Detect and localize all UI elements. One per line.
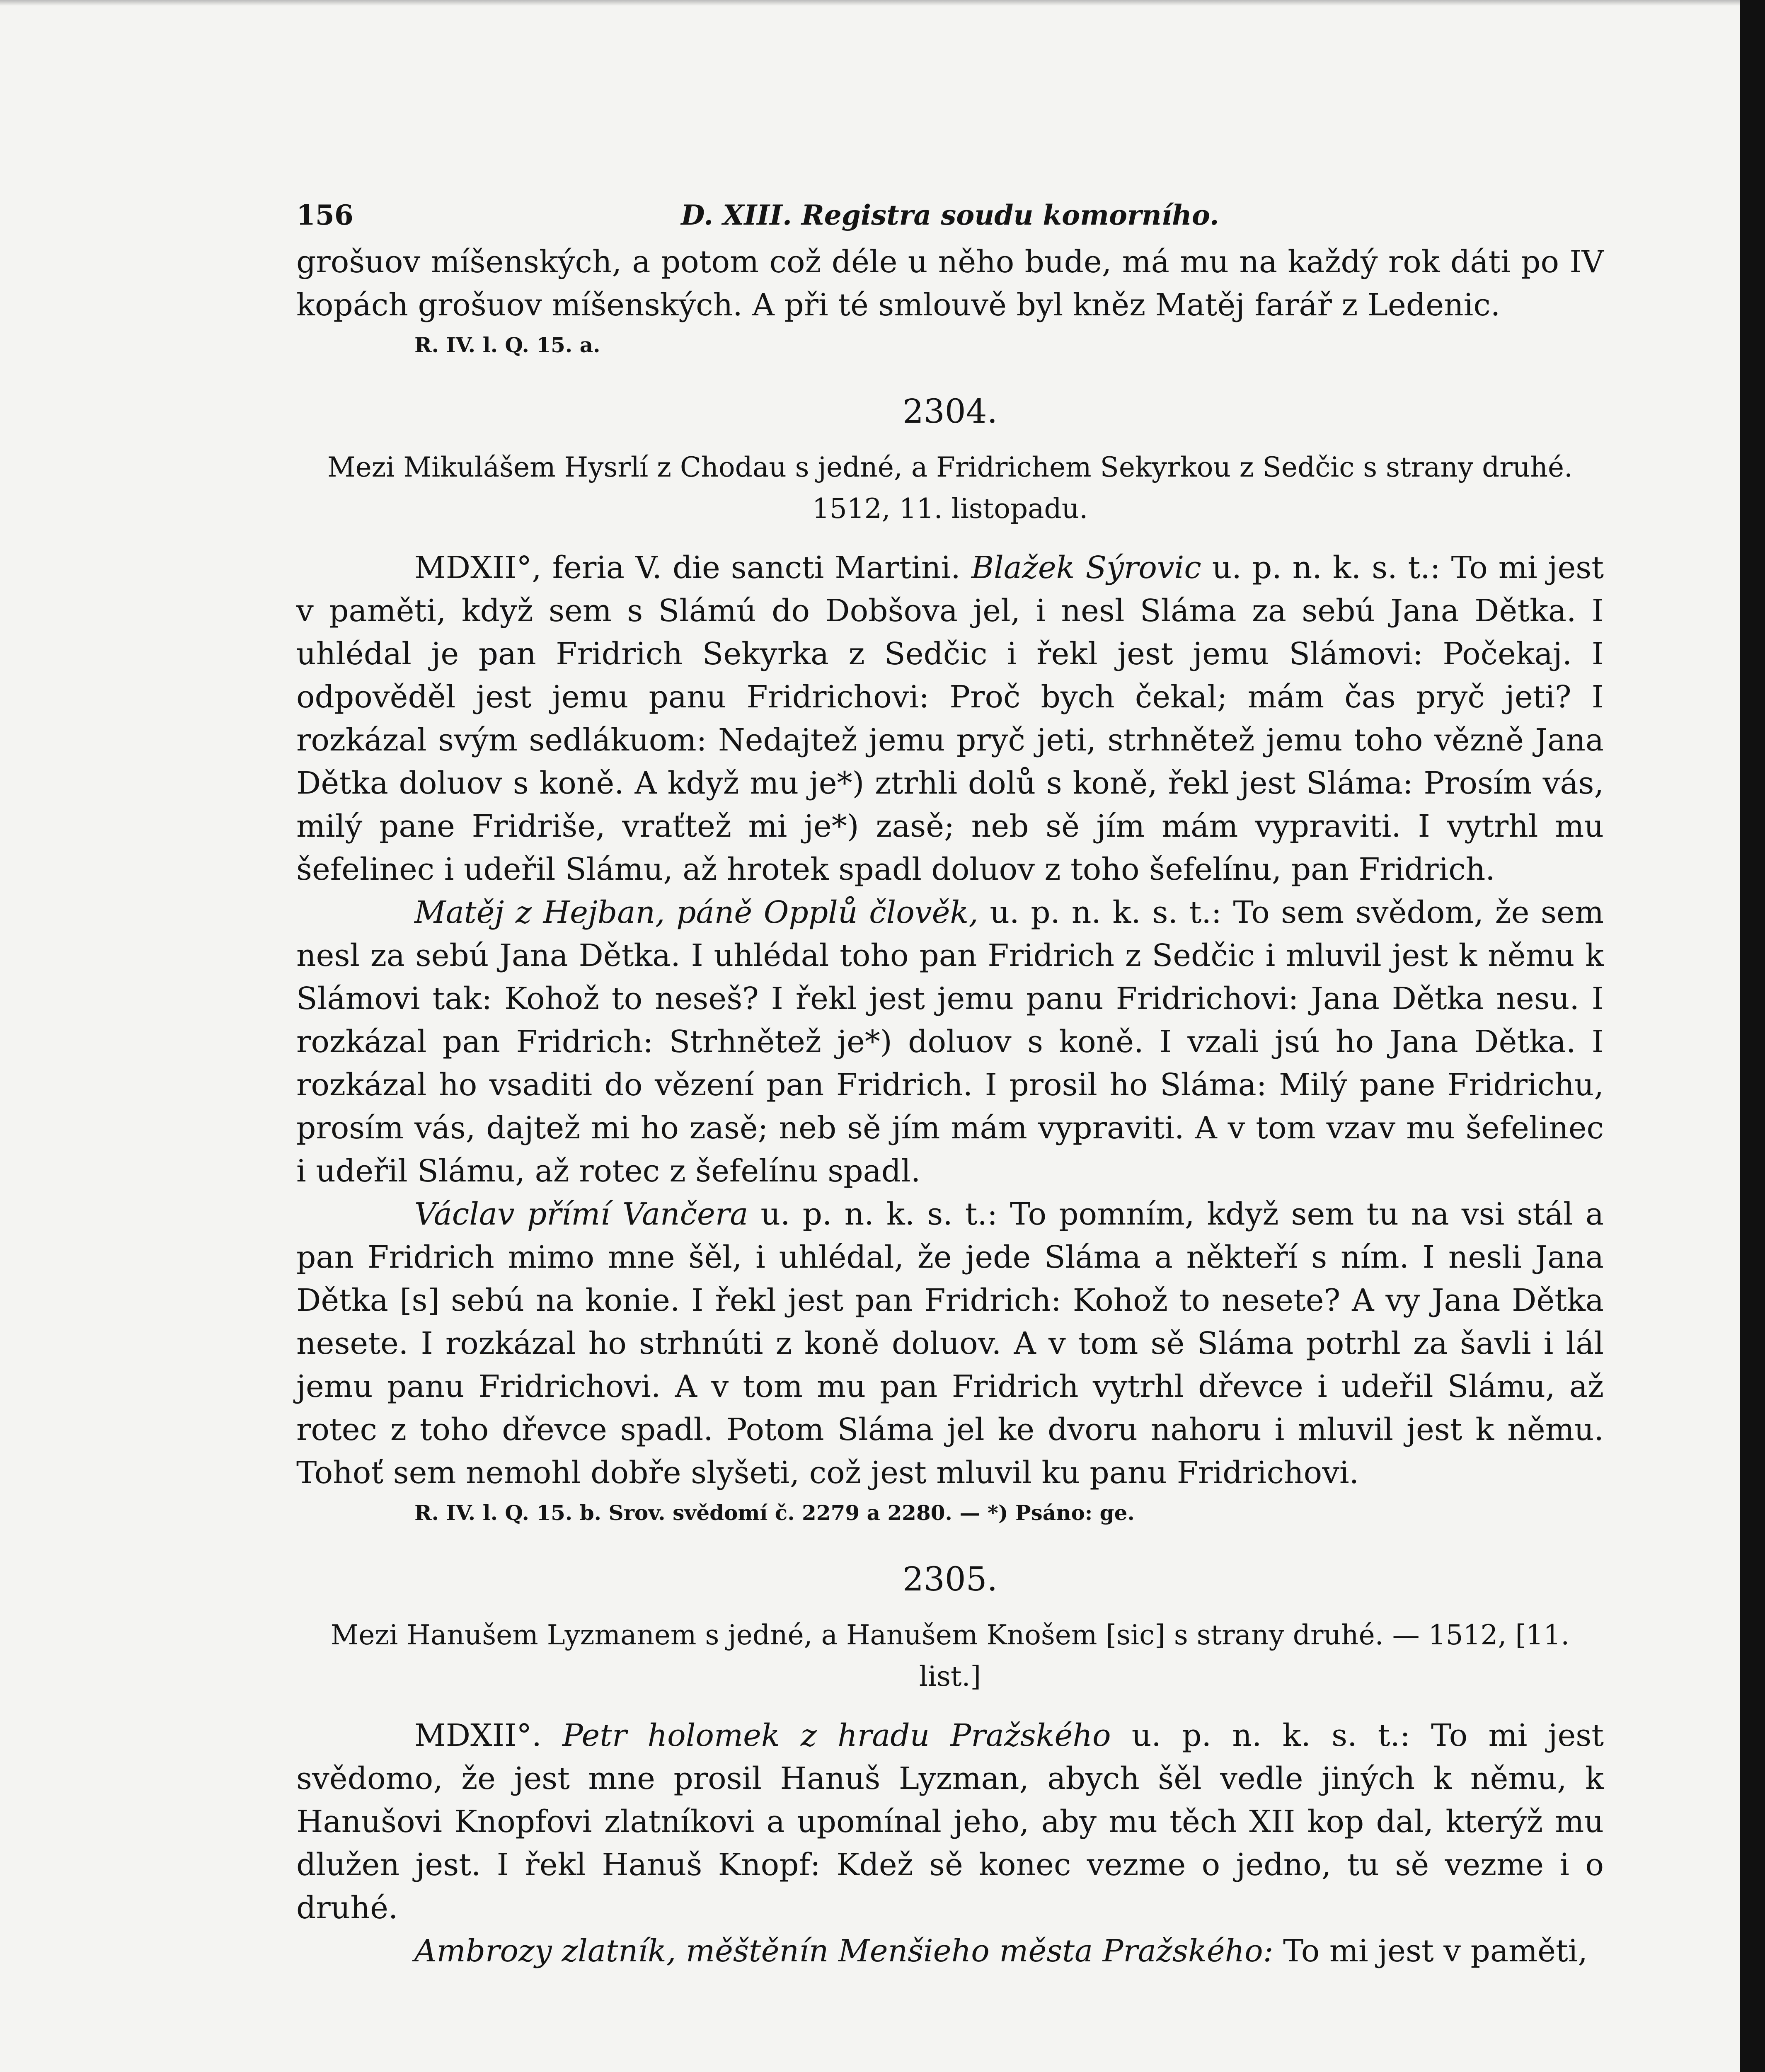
witness-name: Václav přímí Vančera [414,1196,748,1232]
testimony-text: u. p. n. k. s. t.: To mi jest svědomo, že jest mne prosil Hanuš Lyzman, abych šěl vedle jiných k němu, k Hanušovi Knopfovi zlatníkovi a upomínal jeho, aby mu těch XII kop dal, kterýž mu dlužen jest. I řekl Hanuš Knopf: Kdež sě konec vezme o jedno, tu sě vezme i o druhé. [296,1718,1604,1926]
scan-top-edge [0,0,1765,6]
testimony-paragraph [296,1929,1604,1973]
witness-name: Ambrozy zlatník, měštěnín Menšieho města Pražského: [414,1933,1274,1969]
witness-name: Matěj z Hejban, páně Opplů člověk, [414,895,978,930]
entry-number-2304: 2304. [902,392,998,431]
scan-right-edge [1740,0,1765,2072]
witness-name: Blažek Sýrovic [971,550,1201,586]
page-number: 156 [296,199,353,231]
page-content [296,195,1604,1973]
entry-heading-2304: Mezi Mikulášem Hysrlí z Chodau s jedné, a Fridrichem Sekyrkou z Sedčic s strany druhé. 1512, 11. listopadu. [327,451,1573,525]
continued-paragraph: grošuov míšenských, a potom což déle u něho bude, má mu na každý rok dáti po IV kopách grošuov míšenských. A při té smlouvě byl kněz Matěj farář z Ledenic. [296,244,1604,323]
entry-number-2305: 2305. [902,1560,998,1598]
testimony-text: u. p. n. k. s. t.: To mi jest v paměti, když sem s Slámú do Dobšova jel, i nesl Sláma za sebú Jana Dětka. I uhlédal je pan Fridrich Sekyrka z Sedčic i řekl jest jemu Slámovi: Počekaj. I odpověděl jest jemu panu Fridrichovi: Proč bych čekal; mám čas pryč jeti? I rozkázal svým sedlákuom: Nedajtež jemu pryč jeti, strhnětež jemu toho vězně Jana Dětka doluov s koně. A když mu je*) ztrhli dolů s koně, řekl jest Sláma: Prosím vás, milý pane Fridriše, vraťtež mi je*) zasě; neb sě jím mám vypraviti. I vytrhl mu šefelinec i udeřil Slámu, až hrotek spadl doluov z toho šefelínu, pan Fridrich. [296,550,1604,887]
witness-name: Petr holomek z hradu Pražského [562,1718,1111,1753]
source-reference: R. IV. l. Q. 15. a. [414,333,600,357]
entry-heading-2305: Mezi Hanušem Lyzmanem s jedné, a Hanušem Knošem [sic] s strany druhé. — 1512, [11. list.] [330,1619,1570,1692]
testimony-text: u. p. n. k. s. t.: To sem svědom, že sem nesl za sebú Jana Dětka. I uhlédal toho pan Fridrich z Sedčic i mluvil jest k němu k Slámovi tak: Kohož to neseš? I řekl jest jemu panu Fridrichovi: Jana Dětka nesu. I rozkázal pan Fridrich: Strhnětež je*) doluov s koně. I vzali jsú ho Jana Dětka. I rozkázal ho vsaditi do vězení pan Fridrich. I prosil ho Sláma: Milý pane Fridrichu, prosím vás, dajtež mi ho zasě; neb sě jím mám vypraviti. A v tom vzav mu šefelinec i udeřil Slámu, až rotec z šefelínu spadl. [296,895,1604,1189]
testimony-paragraph [296,891,1604,1193]
running-header [296,195,1604,240]
testimony-text: u. p. n. k. s. t.: To pomním, když sem tu na vsi stál a pan Fridrich mimo mne šěl, i uhlédal, že jede Sláma a někteří s ním. I nesli Jana Dětka [s] sebú na konie. I řekl jest pan Fridrich: Kohož to nesete? A vy Jana Dětka nesete. I rozkázal ho strhnúti z koně doluov. A v tom sě Sláma potrhl za šavli i lál jemu panu Fridrichovi. A v tom mu pan Fridrich vytrhl dřevce i udeřil Slámu, až rotec z toho dřevce spadl. Potom Sláma jel ke dvoru nahoru i mluvil jest k němu. Tohoť sem nemohl dobře slyšeti, což jest mluvil ku panu Fridrichovi. [296,1196,1604,1491]
source-reference: R. IV. l. Q. 15. b. Srov. svědomí č. 2279 a 2280. — *) Psáno: ge. [414,1501,1135,1525]
testimony-date: MDXII°. [414,1718,562,1753]
running-title: D. XIII. Registra soudu komorního. [681,199,1219,231]
testimony-paragraph [296,546,1604,891]
testimony-paragraph [296,1193,1604,1494]
testimony-paragraph [296,1714,1604,1929]
testimony-date: MDXII°, feria V. die sancti Martini. [414,550,971,586]
testimony-text: To mi jest v paměti, [1273,1933,1588,1969]
